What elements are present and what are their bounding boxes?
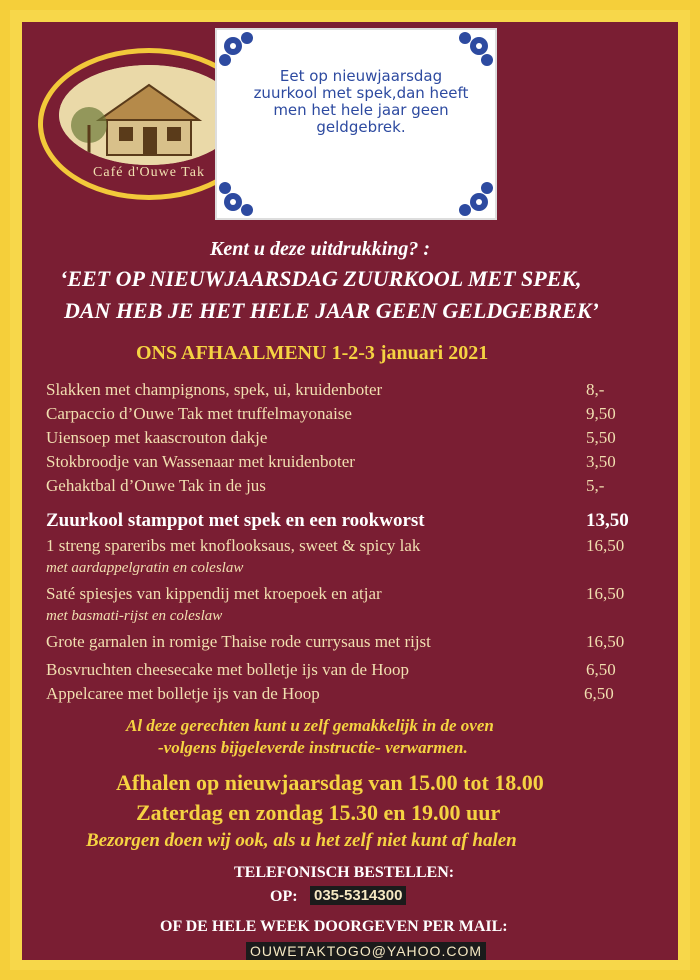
menu-item-price: 3,50 — [586, 452, 616, 471]
oven-note-line1: Al deze gerechten kunt u zelf gemakkelijk in de oven — [126, 716, 494, 735]
email-address[interactable]: OUWETAKTOGO@YAHOO.COM — [246, 942, 486, 960]
menu-item — [46, 380, 646, 402]
menu-item-price: 13,50 — [586, 510, 629, 531]
logo-name: Café d'Ouwe Tak — [93, 165, 205, 180]
flower-ornament-icon — [213, 170, 265, 222]
menu-item-name: Zuurkool stamppot met spek en een rookworst — [46, 510, 425, 531]
menu-item-highlight — [46, 510, 646, 532]
menu-item-name: Gehaktbal d’Ouwe Tak in de jus — [46, 476, 266, 495]
menu-item-price: 5,- — [586, 476, 605, 495]
menu-item-name: Stokbroodje van Wassenaar met kruidenboter — [46, 452, 355, 471]
menu-item-price: 9,50 — [586, 404, 616, 423]
menu-item-side: met basmati-rijst en coleslaw — [46, 608, 223, 624]
mail-heading: OF DE HELE WEEK DOORGEVEN PER MAIL: — [160, 918, 508, 935]
intro-question: Kent u deze uitdrukking? : — [210, 238, 431, 260]
intro-quote-line1: ‘EET OP NIEUWJAARSDAG ZUURKOOL MET SPEK, — [60, 266, 582, 291]
menu-item-name: Uiensoep met kaascrouton dakje — [46, 428, 268, 447]
flower-ornament-icon — [447, 170, 499, 222]
phone-number[interactable]: 035-5314300 — [310, 886, 406, 905]
menu-item-price: 5,50 — [586, 428, 616, 447]
menu-item-name: Bosvruchten cheesecake met bolletje ijs van de Hoop — [46, 660, 410, 679]
intro-quote-line2: DAN HEB JE HET HELE JAAR GEEN GELDGEBREK’ — [64, 298, 599, 323]
menu-item — [46, 632, 646, 654]
phone-heading: TELEFONISCH BESTELLEN: — [234, 864, 455, 881]
menu-item-price: 16,50 — [586, 584, 625, 603]
pickup-newyear: Afhalen op nieuwjaarsdag van 15.00 tot 18.00 — [116, 770, 544, 795]
menu-item-name: Appelcaree met bolletje ijs van de Hoop — [46, 684, 320, 703]
menu-item-price: 6,50 — [586, 660, 616, 679]
menu-item-price: 16,50 — [586, 632, 625, 651]
tile-saying: Eet op nieuwjaarsdag zuurkool met spek,dan heeft men het hele jaar geen geldgebrek. — [253, 67, 469, 136]
logo-house-illustration — [59, 65, 239, 165]
menu-item — [46, 428, 646, 450]
menu-item-name: Saté spiesjes van kippendij met kroepoek en atjar — [46, 584, 382, 603]
menu-item — [46, 584, 646, 606]
menu-item-price: 8,- — [586, 380, 605, 399]
menu-item-name: Grote garnalen in romige Thaise rode currysaus met rijst — [46, 632, 431, 651]
menu-item — [46, 660, 646, 682]
pickup-weekend: Zaterdag en zondag 15.30 en 19.00 uur — [136, 800, 501, 825]
menu-item — [46, 536, 646, 558]
menu-item-name: Carpaccio d’Ouwe Tak met truffelmayonaise — [46, 404, 352, 423]
menu-item-price: 16,50 — [586, 536, 625, 555]
menu-item-name: Slakken met champignons, spek, ui, kruidenboter — [46, 380, 383, 399]
delft-tile — [215, 28, 497, 220]
menu-item-price: 6,50 — [584, 684, 614, 703]
menu-item — [46, 404, 646, 426]
oven-note-line2: -volgens bijgeleverde instructie- verwarmen. — [158, 738, 468, 757]
menu-item — [46, 684, 646, 706]
menu-item — [46, 476, 646, 498]
menu-item-side: met aardappelgratin en coleslaw — [46, 560, 244, 576]
phone-label: OP: — [270, 888, 298, 905]
menu-item — [46, 452, 646, 474]
delivery-note: Bezorgen doen wij ook, als u het zelf niet kunt af halen — [86, 830, 517, 851]
menu-title: ONS AFHAALMENU 1-2-3 januari 2021 — [136, 342, 489, 364]
menu-item-name: 1 streng spareribs met knoflooksaus, sweet & spicy lak — [46, 536, 421, 555]
